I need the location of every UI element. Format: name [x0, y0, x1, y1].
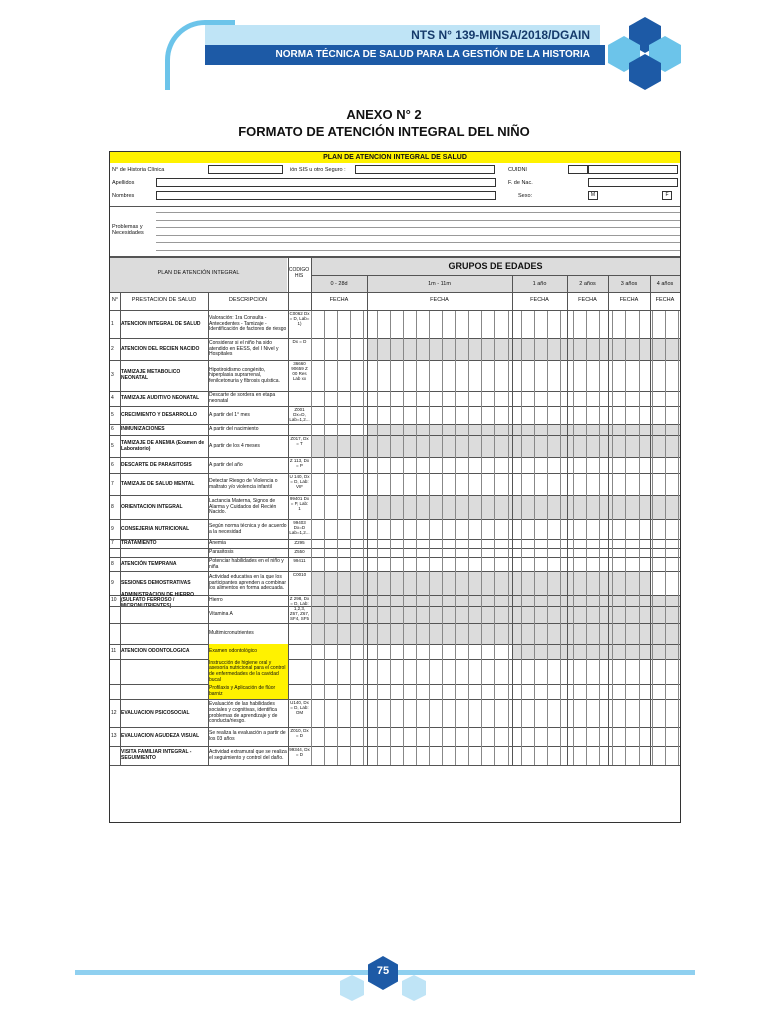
- his-code: [289, 645, 310, 659]
- grid-line: [521, 310, 522, 765]
- column-divider: [208, 292, 209, 765]
- grid-line: [416, 310, 417, 765]
- his-code: [289, 660, 310, 684]
- header-divider: [110, 257, 680, 258]
- service-name: TAMIZAJE DE SALUD MENTAL: [121, 480, 195, 487]
- row-number: 5: [111, 442, 114, 449]
- row-number: 4: [111, 395, 114, 402]
- grid-line: [639, 310, 640, 765]
- row-number: 6: [111, 461, 114, 468]
- fecha-label-4: FECHA: [619, 297, 639, 303]
- service-description: Parasitosis: [209, 549, 234, 556]
- his-code: Z017, Dx = T: [290, 436, 309, 446]
- service-description: Valoración: 1ra Consulta - Antecedentes - Tamizaje - Identificación de factores de riesgo: [209, 315, 287, 333]
- his-code: U140, Dx = D, Lab: OM: [290, 700, 309, 715]
- service-name: VISITA FAMILIAR INTEGRAL - SEGUIMIENTO: [121, 749, 192, 761]
- problem-line: [156, 227, 680, 228]
- service-name: [121, 685, 207, 699]
- problemas-label: Problemas y Necesidades: [112, 224, 144, 236]
- hexagon-logo-icon: [605, 15, 685, 90]
- problem-line: [156, 250, 680, 251]
- annex-titles: [0, 106, 768, 140]
- fecha-label-0: FECHA: [329, 297, 349, 303]
- row-number: 7: [111, 540, 114, 547]
- grid-line: [547, 310, 548, 765]
- service-description: Evaluación de las habilidades sociales y cognitivas, identifica problemas de aprendizaje y de conducta/riesgo.: [209, 701, 278, 725]
- row-number: [111, 549, 120, 557]
- service-name: ORIENTACION INTEGRAL: [121, 503, 183, 510]
- grid-line: [403, 310, 404, 765]
- grid-line: [350, 310, 351, 765]
- cuidni-label: CUIDNI: [508, 167, 527, 173]
- fecha-label-1: FECHA: [430, 297, 449, 303]
- grid-line: [377, 310, 378, 765]
- col-prestacion-header: PRESTACION DE SALUD: [131, 297, 197, 303]
- historia-label: N° de Historia Clínica: [112, 167, 165, 173]
- service-description: A partir del 1° mes: [209, 411, 250, 418]
- service-name: [121, 549, 207, 557]
- header-divider: [311, 275, 680, 276]
- age-group-5: 4 años: [656, 281, 674, 287]
- fnac-field[interactable]: [588, 178, 678, 187]
- row-number: [111, 607, 120, 623]
- service-name: ADMINISTRACION DE HIERRO (SULFATO FERROSO / MICRONUTRIENTES): [121, 591, 195, 609]
- sexo-f-box[interactable]: F: [662, 191, 672, 200]
- grid-line: [573, 310, 574, 765]
- service-description: Actividad extramural que se realiza el seguimiento y control del daño.: [209, 749, 287, 761]
- row-number: 2: [111, 345, 114, 352]
- service-name: ATENCION INTEGRAL DE SALUD: [121, 320, 201, 327]
- header-title: NTS N° 139-MINSA/2018/DGAIN: [205, 25, 600, 45]
- row-number: [111, 624, 120, 644]
- grupos-header: GRUPOS DE EDADES: [448, 261, 543, 271]
- row-number: 11: [111, 648, 117, 655]
- shaded-block: [512, 645, 680, 659]
- his-code: Z295: [294, 540, 305, 545]
- service-name: DESCARTE DE PARASITOSIS: [121, 461, 192, 468]
- his-code: Dx = D: [292, 339, 307, 344]
- his-code: Z 298, Dx = D, Lab: 1,2,3, Z67, Z67, SF4, SF5: [289, 596, 310, 621]
- problem-line: [156, 220, 680, 221]
- grid-line: [429, 310, 430, 765]
- row-number: 5: [111, 411, 114, 418]
- page-header: [0, 0, 768, 95]
- service-name: ATENCION ODONTOLOGICA: [121, 648, 190, 655]
- grid-line: [612, 310, 613, 765]
- service-name: TRATAMIENTO: [121, 540, 157, 547]
- his-code: Z001 Dx=D, Lab=1,2...: [289, 407, 310, 422]
- problem-line: [156, 235, 680, 236]
- service-description: Actividad educativa en la que los participantes aprenden a combinar los alimentos en forma adecuada.: [209, 574, 286, 592]
- row-number: 9: [111, 579, 114, 586]
- shaded-block: [367, 496, 680, 519]
- his-code: 99401 Dx = P, Lab: 1: [289, 496, 310, 511]
- service-description: Multimicronutrientes: [209, 630, 254, 637]
- service-description: Instrucción de higiene oral y asesoría nutricional para el control de enfermedades de la cavidad bucal: [209, 659, 286, 683]
- column-divider: [288, 257, 289, 292]
- attention-form: [109, 151, 681, 823]
- shaded-block: [367, 339, 680, 360]
- row-number: 6: [111, 426, 114, 433]
- service-description: Descarte de sordera en etapa neonatal: [209, 392, 276, 404]
- grid-line: [481, 310, 482, 765]
- historia-field[interactable]: [208, 165, 283, 174]
- row-number: 7: [111, 480, 114, 487]
- grid-line: [678, 310, 679, 765]
- apellidos-field[interactable]: [156, 178, 496, 187]
- his-code: C0010: [292, 572, 307, 577]
- column-divider: [567, 275, 568, 765]
- plan-header: PLAN DE ATENCIÓN INTEGRAL: [157, 270, 240, 276]
- col-no-header: N°: [111, 297, 119, 303]
- row-number: 1: [111, 320, 114, 327]
- service-name: EVALUACION PSICOSOCIAL: [121, 709, 190, 716]
- row-number: 8: [111, 503, 114, 510]
- age-group-4: 3 años: [620, 281, 638, 287]
- service-description: Considerar si el niño ha sido atendido en EESS, del I Nivel y Hospitales: [209, 340, 279, 358]
- row-number: [111, 660, 120, 684]
- grid-line: [652, 310, 653, 765]
- service-name: CRECIMIENTO Y DESARROLLO: [121, 411, 197, 418]
- grid-line: [455, 310, 456, 765]
- row-number: 12: [111, 709, 117, 716]
- column-divider: [512, 275, 513, 765]
- service-description: Hipotiroidismo congénito, hiperplasia suprarrenal, fenilcetonuria y fibrosis quística.: [209, 366, 280, 384]
- codigo-header: CODIGO HIS: [288, 267, 310, 279]
- seguro-field[interactable]: [355, 165, 495, 174]
- service-name: INMUNIZACIONES: [121, 426, 165, 433]
- service-description: Lactancia Materna, Signos de Alarma y Cuidados del Recién Nacido.: [209, 498, 277, 516]
- service-name: EVALUACION AGUDEZA VISUAL: [121, 733, 200, 740]
- col-descripcion-header: DESCRIPCION: [228, 297, 268, 303]
- his-code: [289, 624, 310, 644]
- fecha-label-3: FECHA: [578, 297, 597, 303]
- his-code: C0062 Dx = D, Lab= 1): [289, 311, 310, 326]
- service-description: Profilaxis y Aplicación de flúor barniz: [209, 685, 276, 697]
- grid-line: [337, 310, 338, 765]
- his-code: 99411: [293, 558, 306, 563]
- cuidni-field[interactable]: [568, 165, 588, 174]
- shaded-block: [367, 425, 680, 435]
- grid-line: [324, 310, 325, 765]
- page-footer: [0, 955, 768, 1024]
- grid-line: [494, 310, 495, 765]
- problem-line: [156, 242, 680, 243]
- header-divider: [110, 310, 680, 311]
- service-description: Según norma técnica y de acuerdo a la necesidad: [209, 522, 287, 535]
- fnac-label: F. de Nac.: [508, 180, 533, 186]
- age-group-3: 2 años: [579, 281, 596, 287]
- header-divider: [110, 292, 680, 293]
- service-description: Hierro: [209, 597, 223, 604]
- grid-line: [586, 310, 587, 765]
- his-code: Z010, Dx = D: [290, 728, 309, 738]
- row-number: 13: [111, 733, 117, 740]
- age-group-0: 0 - 28d: [330, 281, 348, 287]
- grid-line: [599, 310, 600, 765]
- his-code: 99403 Dx=D Lab=1,2...: [289, 520, 310, 535]
- service-name: ATENCION DEL RECIEN NACIDO: [121, 345, 200, 352]
- column-divider: [367, 275, 368, 765]
- grid-line: [560, 310, 561, 765]
- service-name: [121, 607, 207, 623]
- service-description: A partir de los 4 meses: [209, 442, 260, 449]
- apellidos-label: Apellidos: [112, 180, 135, 186]
- row-number: 10: [111, 597, 117, 604]
- row-number: 9: [111, 525, 114, 532]
- column-divider: [608, 275, 609, 765]
- his-code: 36660 90659 Z 00 Res Lab xx: [291, 361, 308, 381]
- grid-line: [468, 310, 469, 765]
- fecha-label-2: FECHA: [530, 297, 549, 303]
- service-description: Examen odontológico: [209, 648, 258, 655]
- his-code: Z550: [294, 549, 305, 554]
- service-description: Vitamina A: [209, 611, 233, 618]
- header-subtitle: NORMA TÉCNICA DE SALUD PARA LA GESTIÓN DE LA HISTORIA: [205, 45, 605, 65]
- sexo-label: Sexo:: [518, 193, 533, 199]
- problem-line: [156, 212, 680, 213]
- annex-title: FORMATO DE ATENCIÓN INTEGRAL DEL NIÑO: [238, 124, 530, 139]
- his-code: [289, 607, 310, 623]
- service-name: TAMIZAJE METABOLICO NEONATAL: [121, 369, 181, 381]
- sexo-m-box[interactable]: M: [588, 191, 598, 200]
- fecha-label-5: FECHA: [655, 297, 675, 303]
- service-name: ATENCIÓN TEMPRANA: [121, 560, 177, 567]
- grid-line: [625, 310, 626, 765]
- grid-line: [442, 310, 443, 765]
- service-name: TAMIZAJE AUDITIVO NEONATAL: [121, 395, 200, 402]
- service-description: Detectar Riesgo de Violencia o maltrato y/o violencia infantil: [209, 477, 278, 490]
- service-description: Potenciar habilidades en el niño y niña: [209, 557, 284, 570]
- row-number: [111, 685, 120, 699]
- his-code: U 140, Dx = D, Lab: VIF: [289, 474, 310, 489]
- row-number: 8: [111, 560, 114, 567]
- service-name: SESIONES DEMOSTRATIVAS: [121, 579, 191, 586]
- age-group-1: 1m - 11m: [428, 281, 451, 287]
- grid-line: [508, 310, 509, 765]
- service-name: TAMIZAJE DE ANEMIA (Examen de Laboratorio): [121, 439, 205, 452]
- service-name: [121, 660, 207, 684]
- his-code: [289, 425, 310, 435]
- grid-line: [311, 310, 312, 765]
- age-group-2: 1 año: [532, 281, 547, 287]
- row-divider: [110, 765, 680, 766]
- service-description: A partir del año: [209, 461, 243, 468]
- column-divider: [288, 292, 289, 765]
- grid-line: [363, 310, 364, 765]
- row-number: 3: [111, 372, 114, 379]
- grid-line: [534, 310, 535, 765]
- his-code: [289, 392, 310, 406]
- column-divider: [120, 292, 121, 765]
- service-name: [121, 624, 207, 644]
- nombres-field[interactable]: [156, 191, 496, 200]
- service-description: A partir del nacimiento: [209, 426, 259, 433]
- grid-line: [665, 310, 666, 765]
- his-code: [289, 685, 310, 699]
- service-name: CONSEJERIA NUTRICIONAL: [121, 525, 190, 532]
- annex-number: ANEXO N° 2: [346, 107, 422, 122]
- his-code: Z 113, Dx = P: [289, 458, 310, 468]
- grid-line: [390, 310, 391, 765]
- service-description: Se realiza la evaluación a partir de los 03 años: [209, 730, 286, 742]
- seguro-label: ión SIS u otro Seguro :: [290, 167, 346, 173]
- row-number: [111, 747, 120, 765]
- page-number: 75: [376, 965, 390, 977]
- service-description: Anemia: [209, 540, 226, 547]
- form-banner-label: PLAN DE ATENCION INTEGRAL DE SALUD: [323, 154, 467, 161]
- his-code: 99344, Dx = D: [289, 747, 310, 757]
- nombres-label: Nombres: [112, 193, 135, 199]
- cuidni-field-2[interactable]: [588, 165, 678, 174]
